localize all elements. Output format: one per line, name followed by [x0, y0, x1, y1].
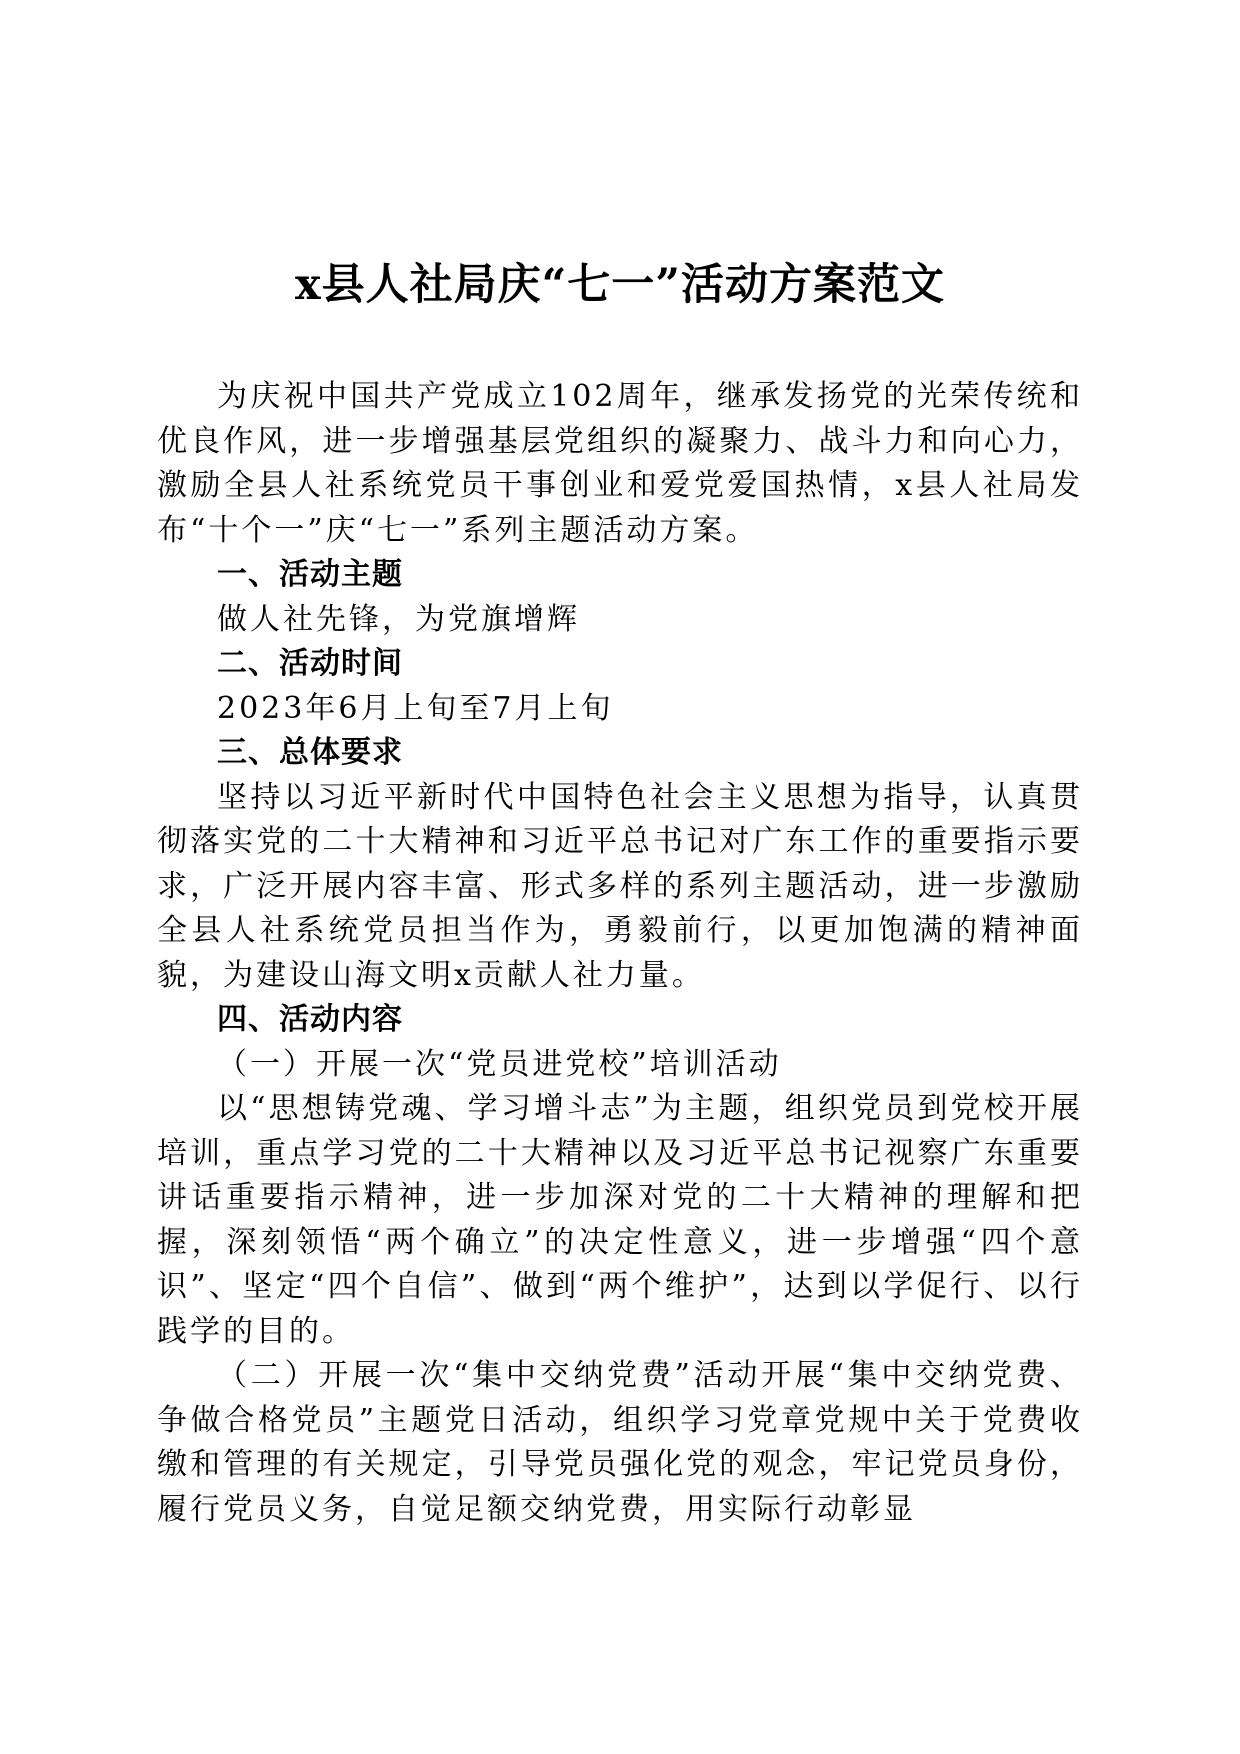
- section-heading-time: 二、活动时间: [217, 646, 403, 681]
- content-item2-text: （二）开展一次“集中交纳党费”活动开展“集中交纳党费、争做合格党员”主题党日活动，组织学习党章党规中关于党费收缴和管理的有关规定，引导党员强化党的观念，牢记党员身份，履行党员义务，自觉足额交纳党费，用实际行动彰显: [157, 1358, 1083, 1527]
- intro-paragraph: 为庆祝中国共产党成立102周年，继承发扬党的光荣传统和优良作风，进一步增强基层党组织的凝聚力、战斗力和向心力，激励全县人社系统党员干事创业和爱党爱国热情，x县人社局发布“十个一”庆“七一”系列主题活动方案。: [157, 379, 1083, 548]
- section-text-requirements: 坚持以习近平新时代中国特色社会主义思想为指导，认真贯彻落实党的二十大精神和习近平总书记对广东工作的重要指示要求，广泛开展内容丰富、形式多样的系列主题活动，进一步激励全县人社系统党员担当作为，勇毅前行，以更加饱满的精神面貌，为建设山海文明x贡献人社力量。: [157, 779, 1083, 993]
- section-heading-requirements: 三、总体要求: [217, 735, 403, 770]
- section-heading-theme: 一、活动主题: [217, 557, 403, 592]
- document-title: x县人社局庆“七一”活动方案范文: [294, 260, 946, 310]
- section-heading-content: 四、活动内容: [217, 1002, 403, 1037]
- section-text-theme: 做人社先锋，为党旗增辉: [217, 601, 580, 637]
- section-text-time: 2023年6月上旬至7月上旬: [217, 690, 614, 726]
- document-body: [157, 375, 1083, 1532]
- content-item1-title: （一）开展一次“党员进党校”培训活动: [217, 1046, 782, 1082]
- content-item1-text: 以“思想铸党魂、学习增斗志”为主题，组织党员到党校开展培训，重点学习党的二十大精神以及习近平总书记视察广东重要讲话重要指示精神，进一步加深对党的二十大精神的理解和把握，深刻领悟“两个确立”的决定性意义，进一步增强“四个意识”、坚定“四个自信”、做到“两个维护”，达到以学促行、以行践学的目的。: [157, 1091, 1083, 1349]
